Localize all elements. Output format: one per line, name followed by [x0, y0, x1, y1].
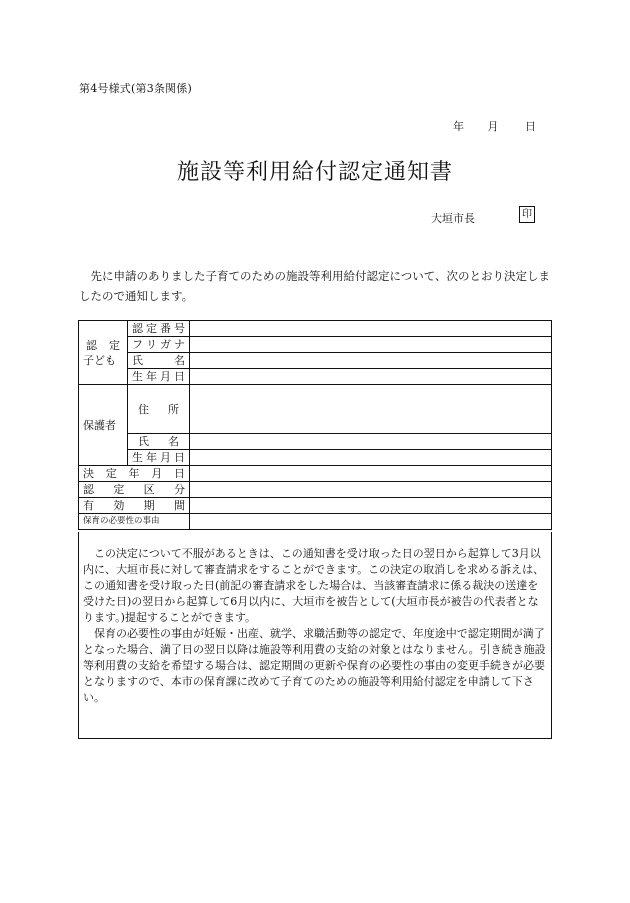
child-name-label: 氏 名: [128, 353, 190, 369]
child-group-label: 認 定 子ども: [79, 321, 128, 385]
appeal-notice: この決定について不服があるときは、この通知書を受け取った日の翌日から起算して3月以内に、大垣市長に対して審査請求をすることができます。この決定の取消しを求める訴えは、この通知書を受け取った日(前記の審査請求をした場合は、当該審査請求に係る裁決の送達を受けた日)の翌日から起算して6月以内に、大垣市を被告として(大垣市長が被告の代表者となります。)提起することができます。: [83, 547, 545, 624]
date-day-label: 日: [525, 120, 536, 133]
necessity-reason-value[interactable]: [190, 514, 552, 530]
decision-date-value[interactable]: [190, 466, 552, 482]
document-title: 施設等利用給付認定通知書: [176, 160, 453, 185]
guardian-name-label: 氏 名: [128, 434, 190, 450]
table-row: [79, 498, 552, 514]
validity-value[interactable]: [190, 498, 552, 514]
table-row: [79, 337, 552, 353]
guardian-birthdate-label: 生 年 月 日: [128, 450, 190, 466]
table-row: [79, 369, 552, 385]
guardian-birthdate-value[interactable]: [190, 450, 552, 466]
table-row: [79, 353, 552, 369]
table-row: [79, 514, 552, 530]
date-month-label: 月: [487, 120, 499, 133]
furigana-value[interactable]: [190, 337, 552, 353]
furigana-label: フ リ ガ ナ: [128, 337, 190, 353]
table-row: [79, 482, 552, 498]
cert-number-label: 認 定 番 号: [128, 321, 190, 337]
table-row: [79, 450, 552, 466]
issue-date: [453, 118, 536, 134]
decision-date-label: 決 定 年 月 日: [79, 466, 190, 482]
certification-table: [78, 320, 552, 530]
necessity-reason-label: 保育の必要性の事由: [79, 514, 190, 530]
intro-paragraph: 先に申請のありました子育てのための施設等利用給付認定について、次のとおり決定しましたので通知します。: [79, 269, 551, 303]
table-row: [79, 385, 552, 434]
renewal-notice: 保育の必要性の事由が妊娠・出産、就学、求職活動等の認定で、年度途中で認定期間が満了となった場合、満了日の翌日以降は施設等利用費の支給の対象とはなりません。引き続き施設等利用費の支給を希望する場合は、認定期間の更新や保育の必要性の事由の変更手続きが必要となりますので、本市の保育課に改めて子育てのための施設等利用給付認定を申請して下さい。: [83, 627, 546, 704]
guardian-name-value[interactable]: [190, 434, 552, 450]
guardian-address-label: 住 所: [128, 385, 190, 434]
category-label: 認 定 区 分: [79, 482, 190, 498]
cert-number-value[interactable]: [190, 321, 552, 337]
guardian-address-value[interactable]: [190, 385, 552, 434]
validity-label: 有 効 期 間: [79, 498, 190, 514]
child-name-value[interactable]: [190, 353, 552, 369]
form-number: 第4号様式(第3条関係): [79, 82, 192, 95]
table-row: [79, 434, 552, 450]
table-row: [79, 466, 552, 482]
date-year-label: 年: [453, 120, 464, 133]
seal-mark: 印: [519, 206, 535, 223]
issuer-name: 大垣市長: [431, 212, 475, 225]
child-birthdate-value[interactable]: [190, 369, 552, 385]
table-row: [79, 321, 552, 337]
child-birthdate-label: 生 年 月 日: [128, 369, 190, 385]
notes-text: [83, 546, 549, 706]
category-value[interactable]: [190, 482, 552, 498]
guardian-group-label: 保護者: [79, 385, 128, 466]
